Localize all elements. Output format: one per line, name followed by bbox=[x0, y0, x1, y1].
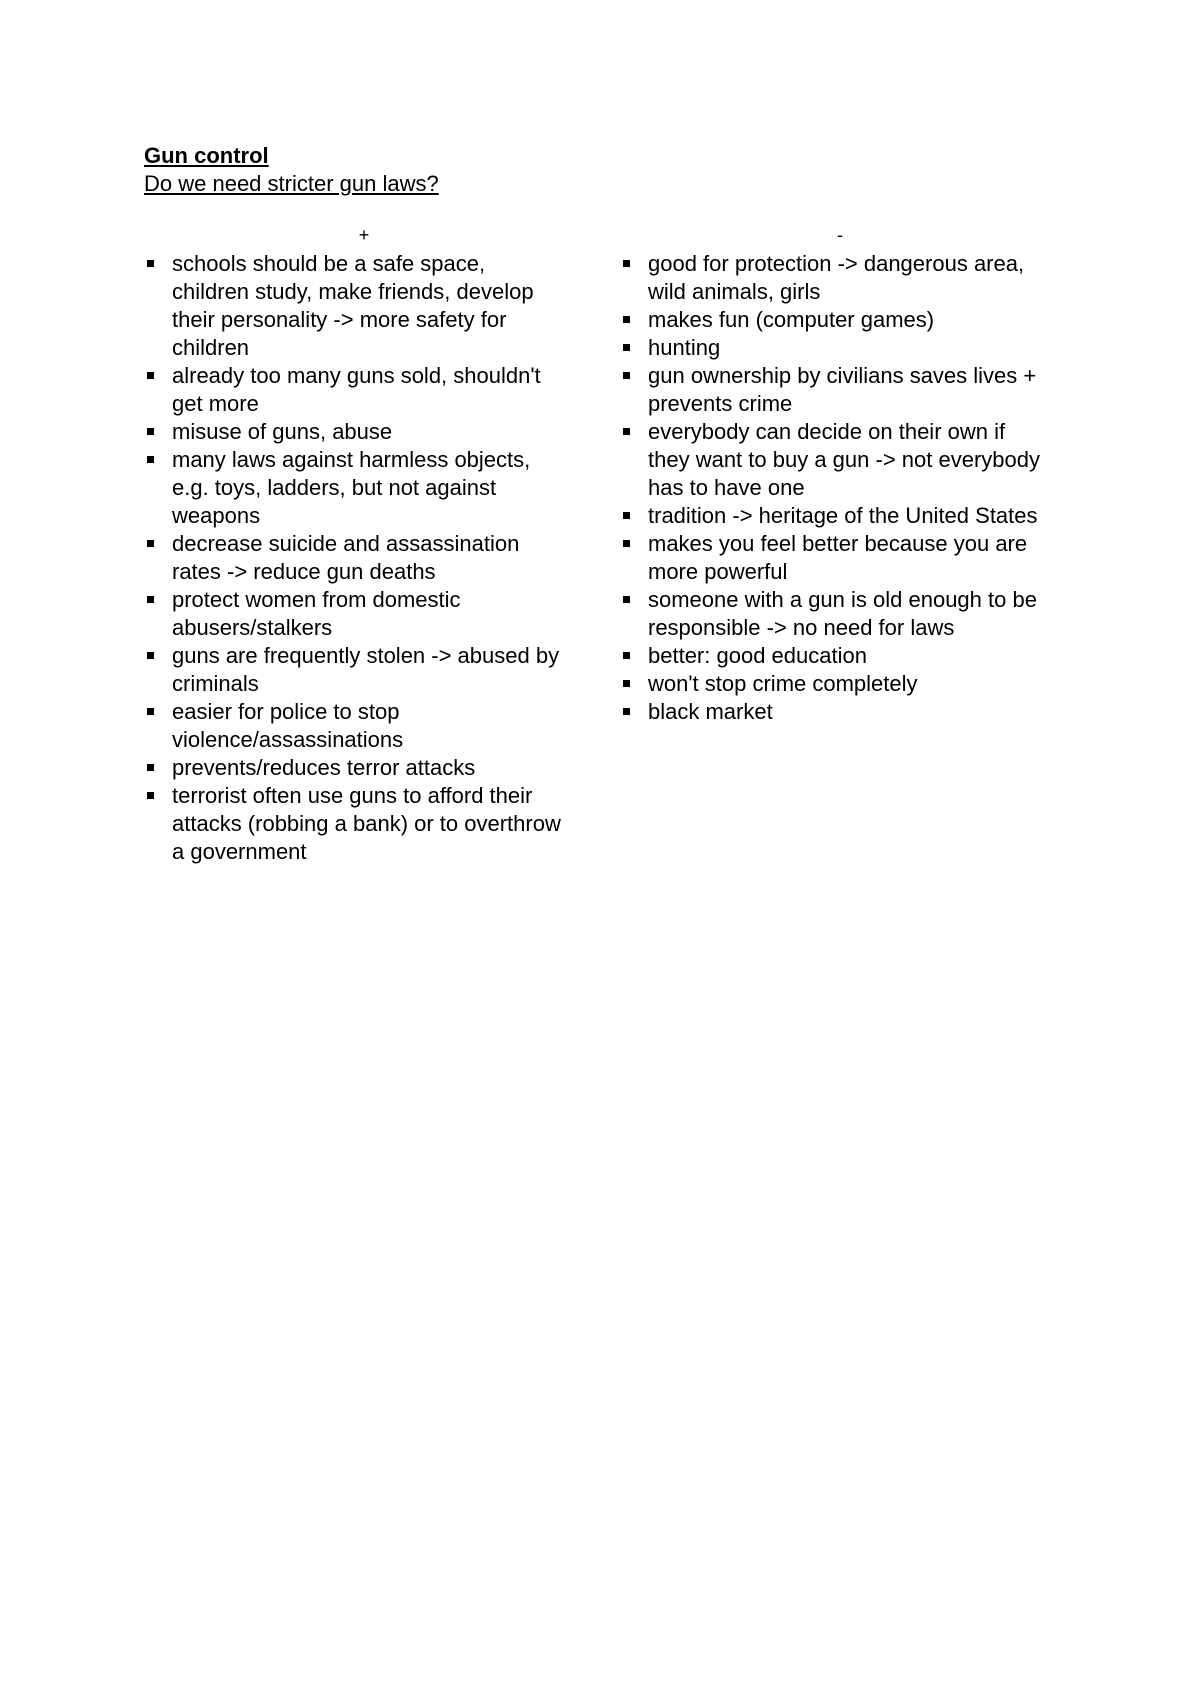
list-item bbox=[620, 250, 1040, 306]
list-item-text: prevents/reduces terror attacks bbox=[172, 755, 476, 780]
list-item bbox=[620, 418, 1040, 502]
square-bullet-icon bbox=[147, 260, 154, 267]
square-bullet-icon bbox=[147, 764, 154, 771]
list-item bbox=[620, 362, 1040, 418]
square-bullet-icon bbox=[147, 456, 154, 463]
list-item bbox=[620, 334, 1040, 362]
pro-list bbox=[144, 250, 564, 866]
list-item bbox=[620, 698, 1040, 726]
list-item-text: gun ownership by civilians saves lives + prevents crime bbox=[648, 363, 1037, 416]
square-bullet-icon bbox=[623, 708, 630, 715]
list-item-text: terrorist often use guns to afford their attacks (robbing a bank) or to overthrow a government bbox=[172, 783, 561, 864]
list-item bbox=[620, 530, 1040, 586]
list-item-text: decrease suicide and assassination rates -> reduce gun deaths bbox=[172, 531, 520, 584]
square-bullet-icon bbox=[623, 652, 630, 659]
list-item bbox=[620, 670, 1040, 698]
list-item bbox=[144, 782, 564, 866]
list-item-text: everybody can decide on their own if they want to buy a gun -> not everybody has to have one bbox=[648, 419, 1040, 500]
list-item bbox=[144, 362, 564, 418]
list-item-text: makes fun (computer games) bbox=[648, 307, 935, 332]
list-item-text: hunting bbox=[648, 335, 721, 360]
list-item bbox=[620, 306, 1040, 334]
con-list bbox=[620, 250, 1040, 726]
square-bullet-icon bbox=[623, 344, 630, 351]
square-bullet-icon bbox=[623, 596, 630, 603]
list-item-text: won't stop crime completely bbox=[648, 671, 918, 696]
square-bullet-icon bbox=[147, 428, 154, 435]
list-item bbox=[144, 698, 564, 754]
list-item-text: guns are frequently stolen -> abused by criminals bbox=[172, 643, 560, 696]
square-bullet-icon bbox=[623, 372, 630, 379]
square-bullet-icon bbox=[147, 596, 154, 603]
square-bullet-icon bbox=[623, 512, 630, 519]
list-item bbox=[620, 586, 1040, 642]
list-item bbox=[620, 502, 1040, 530]
list-item-text: black market bbox=[648, 699, 773, 724]
square-bullet-icon bbox=[623, 428, 630, 435]
list-item-text: easier for police to stop violence/assassinations bbox=[172, 699, 404, 752]
square-bullet-icon bbox=[147, 708, 154, 715]
pro-heading: + bbox=[358, 225, 370, 245]
square-bullet-icon bbox=[623, 680, 630, 687]
document-page bbox=[144, 142, 1064, 864]
con-heading: - bbox=[837, 225, 843, 245]
list-item-text: protect women from domestic abusers/stalkers bbox=[172, 587, 461, 640]
document-subtitle: Do we need stricter gun laws? bbox=[144, 171, 439, 196]
list-item bbox=[144, 642, 564, 698]
con-column bbox=[620, 224, 1040, 726]
list-item bbox=[144, 754, 564, 782]
list-item-text: better: good education bbox=[648, 643, 867, 668]
list-item-text: schools should be a safe space, children study, make friends, develop their personality -> more safety for children bbox=[172, 251, 534, 360]
square-bullet-icon bbox=[623, 260, 630, 267]
list-item-text: someone with a gun is old enough to be responsible -> no need for laws bbox=[648, 587, 1037, 640]
pro-column bbox=[144, 224, 564, 866]
list-item bbox=[144, 446, 564, 530]
list-item-text: misuse of guns, abuse bbox=[172, 419, 393, 444]
list-item-text: good for protection -> dangerous area, wild animals, girls bbox=[648, 251, 1025, 304]
square-bullet-icon bbox=[147, 540, 154, 547]
list-item-text: makes you feel better because you are more powerful bbox=[648, 531, 1028, 584]
square-bullet-icon bbox=[147, 652, 154, 659]
list-item bbox=[144, 530, 564, 586]
square-bullet-icon bbox=[147, 792, 154, 799]
list-item-text: tradition -> heritage of the United States bbox=[648, 503, 1038, 528]
list-item bbox=[144, 418, 564, 446]
list-item-text: already too many guns sold, shouldn't get more bbox=[172, 363, 541, 416]
square-bullet-icon bbox=[623, 316, 630, 323]
document-title: Gun control bbox=[144, 143, 269, 168]
list-item-text: many laws against harmless objects, e.g. toys, ladders, but not against weapons bbox=[172, 447, 531, 528]
square-bullet-icon bbox=[623, 540, 630, 547]
list-item bbox=[620, 642, 1040, 670]
list-item bbox=[144, 586, 564, 642]
square-bullet-icon bbox=[147, 372, 154, 379]
list-item bbox=[144, 250, 564, 362]
